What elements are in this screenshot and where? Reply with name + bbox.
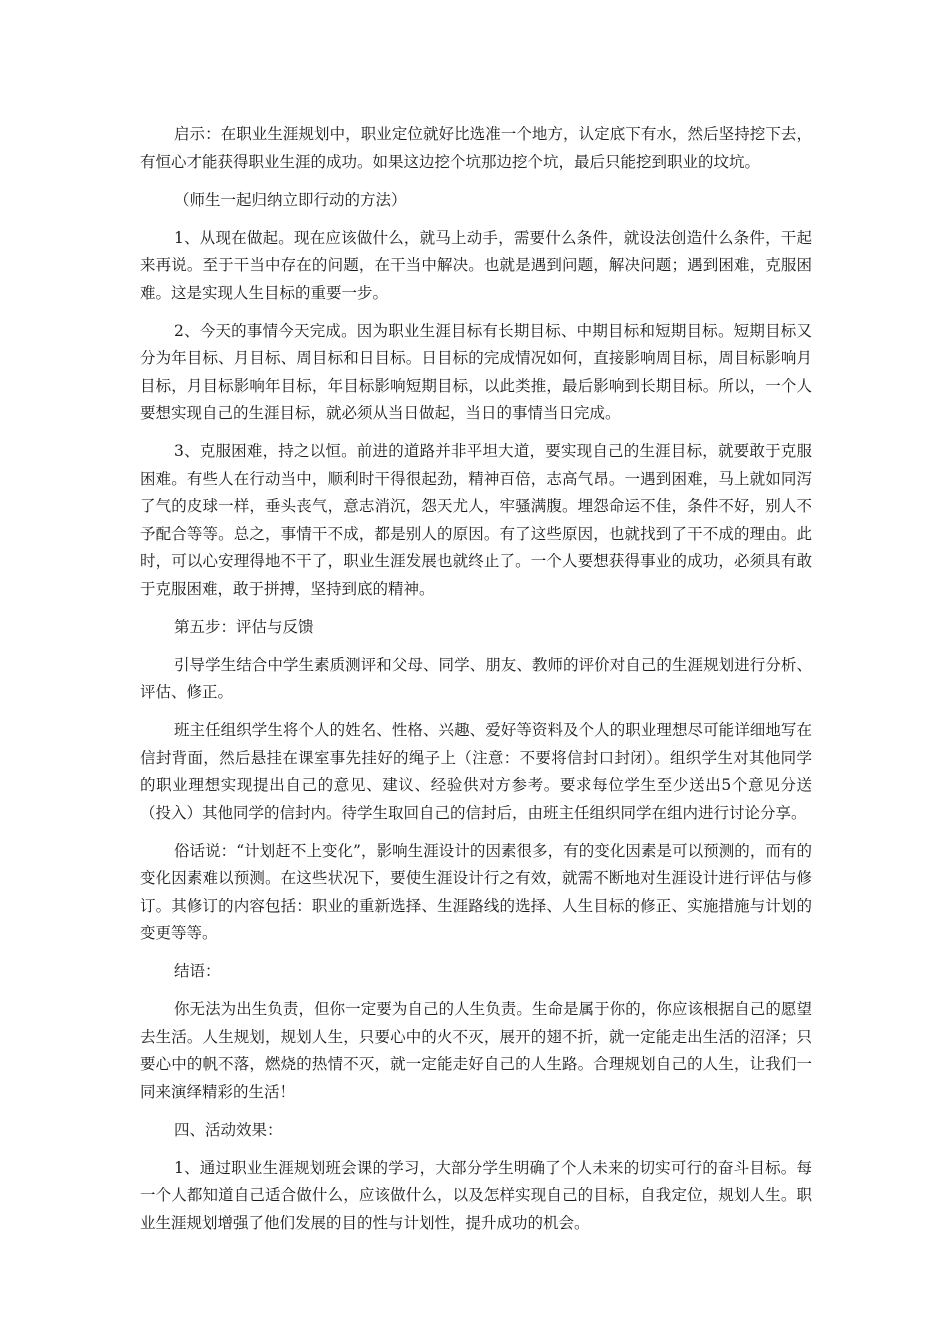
heading-conclusion: 结语：	[174, 962, 221, 980]
paragraph-effect-1: 1、通过职业生涯规划班会课的学习，大部分学生明确了个人未来的切实可行的奋斗目标。每一个人都知道自己适合做什么，应该做什么，以及怎样实现自己的目标，自我定位，规划人生。职业生涯规划增强了他们发展的目的性与计划性，提升成功的机会。	[140, 1158, 812, 1232]
paragraph-inspiration: 启示：在职业生涯规划中，职业定位就好比选准一个地方，认定底下有水，然后坚持挖下去，有恒心才能获得职业生涯的成功。如果这边挖个坑那边挖个坑，最后只能挖到职业的坟坑。	[140, 125, 812, 171]
paragraph-summary-note: （师生一起归纳立即行动的方法）	[174, 190, 407, 209]
paragraph-method-2: 2、今天的事情今天完成。因为职业生涯目标有长期目标、中期目标和短期目标。短期目标又分为年目标、月目标、周目标和日目标。日目标的完成情况如何，直接影响周目标，周目标影响月目标，月目标影响年目标，年目标影响短期目标，以此类推，最后影响到长期目标。所以，一个人要想实现自己的生涯目标，就必须从当日做起，当日的事情当日完成。	[140, 321, 812, 422]
heading-activity-effect: 四、活动效果：	[174, 1120, 283, 1139]
paragraph-method-1: 1、从现在做起。现在应该做什么，就马上动手，需要什么条件，就设法创造什么条件，干起来再说。至于干当中存在的问题，在干当中解决。也就是遇到问题，解决问题；遇到困难，克服困难。这是实现人生目标的重要一步。	[140, 228, 812, 302]
paragraph-method-3: 3、克服困难，持之以恒。前进的道路并非平坦大道，要实现自己的生涯目标，就要敢于克服困难。有些人在行动当中，顺利时干得很起劲，精神百倍，志高气昂。一遇到困难，马上就如同泻了气的皮球一样，垂头丧气，意志消沉，怨天尤人，牢骚满腹。埋怨命运不佳，条件不好，别人不予配合等等。总之，事情干不成，都是别人的原因。有了这些原因，也就找到了干不成的理由。此时，可以心安理得地不干了，职业生涯发展也就终止了。一个人要想获得事业的成功，必须具有敢于克服困难，敢于拼搏，坚持到底的精神。	[140, 442, 812, 598]
paragraph-proverb: 俗话说：“计划赶不上变化”，影响生涯设计的因素很多，有的变化因素是可以预测的，而有的变化因素难以预测。在这些状况下，要使生涯设计行之有效，就需不断地对生涯设计进行评估与修订。其修订的内容包括：职业的重新选择、生涯路线的选择、人生目标的修正、实施措施与计划的变更等等。	[140, 841, 812, 942]
document-page	[140, 121, 812, 1248]
paragraph-envelope-activity: 班主任组织学生将个人的姓名、性格、兴趣、爱好等资料及个人的职业理想尽可能详细地写在信封背面，然后悬挂在课室事先挂好的绳子上（注意：不要将信封口封闭）。组织学生对其他同学的职业理想实现提出自己的意见、建议、经验供对方参考。要求每位学生至少送出5个意见分送（投入）其他同学的信封内。待学生取回自己的信封后，由班主任组织同学在组内进行讨论分享。	[140, 721, 812, 822]
paragraph-guidance: 引导学生结合中学生素质测评和父母、同学、朋友、教师的评价对自己的生涯规划进行分析、评估、修正。	[140, 655, 812, 701]
paragraph-conclusion: 你无法为出生负责，但你一定要为自己的人生负责。生命是属于你的，你应该根据自己的愿望去生活。人生规划，规划人生，只要心中的火不灭，展开的翅不折，就一定能走出生活的沼泽；只要心中的帆不落，燃烧的热情不灭，就一定能走好自己的人生路。合理规划自己的人生，让我们一同来演绎精彩的生活！	[140, 1000, 812, 1101]
heading-step-five: 第五步：评估与反馈	[174, 617, 314, 636]
